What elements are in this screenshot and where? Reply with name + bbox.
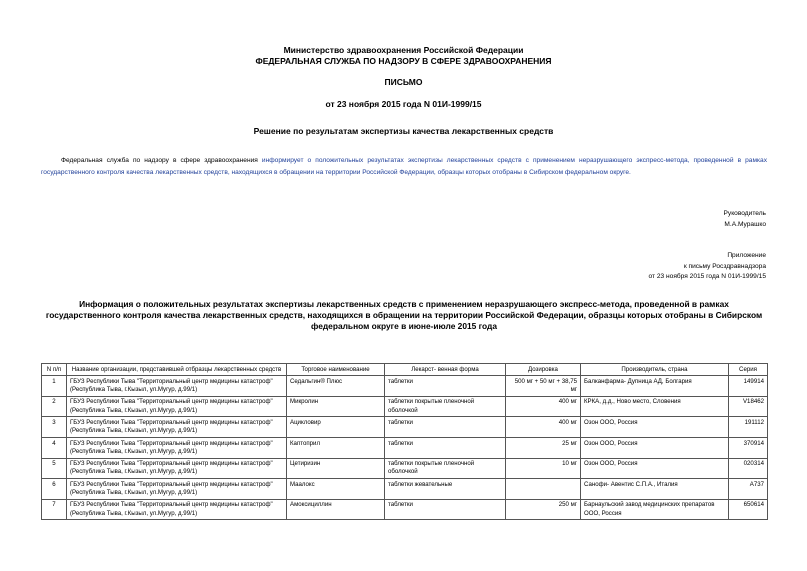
cell-series: 020314 bbox=[729, 458, 768, 479]
cell-trade-name: Амоксициллин bbox=[287, 499, 385, 520]
cell-series: 650614 bbox=[729, 499, 768, 520]
service-name: ФЕДЕРАЛЬНАЯ СЛУЖБА ПО НАДЗОРУ В СФЕРЕ ЗДРАВООХРАНЕНИЯ bbox=[255, 56, 552, 66]
cell-series: 370914 bbox=[729, 438, 768, 459]
cell-dosage-form: таблетки bbox=[385, 376, 506, 397]
cell-series: A737 bbox=[729, 479, 768, 500]
cell-organization: ГБУЗ Республики Тыва "Территориальный центр медицины катастроф" (Республика Тыва, г.Кызыл, ул.Мугур, д.99/1) bbox=[67, 458, 287, 479]
table-row bbox=[42, 376, 768, 397]
cell-number: 5 bbox=[42, 458, 67, 479]
cell-trade-name: Цетиризин bbox=[287, 458, 385, 479]
cell-number: 4 bbox=[42, 438, 67, 459]
cell-trade-name: Седальгин® Плюс bbox=[287, 376, 385, 397]
cell-trade-name: Ацикловир bbox=[287, 417, 385, 438]
signature-position: Руководитель bbox=[723, 210, 766, 217]
cell-manufacturer: Барнаульский завод медицинских препаратов ООО, Россия bbox=[581, 499, 729, 520]
table-row bbox=[42, 417, 768, 438]
cell-manufacturer: КРКА, д.д., Ново место, Словения bbox=[581, 396, 729, 417]
cell-dosage: 250 мг bbox=[506, 499, 581, 520]
appendix-ref: к письму Росздравнадзора bbox=[683, 262, 766, 270]
ministry-name: Министерство здравоохранения Российской Федерации bbox=[283, 45, 524, 55]
cell-dosage bbox=[506, 479, 581, 500]
cell-organization: ГБУЗ Республики Тыва "Территориальный центр медицины катастроф" (Республика Тыва, г.Кызыл, ул.Мугур, д.99/1) bbox=[67, 396, 287, 417]
cell-dosage-form: таблетки покрытые пленочной оболочкой bbox=[385, 458, 506, 479]
document-date: от 23 ноября 2015 года N 01И-1999/15 bbox=[325, 99, 482, 109]
cell-number: 2 bbox=[42, 396, 67, 417]
table-row bbox=[42, 499, 768, 520]
cell-number: 1 bbox=[42, 376, 67, 397]
table-header-row bbox=[42, 364, 768, 376]
cell-dosage: 500 мг + 50 мг + 38,75 мг bbox=[506, 376, 581, 397]
cell-organization: ГБУЗ Республики Тыва "Территориальный центр медицины катастроф" (Республика Тыва, г.Кызыл, ул.Мугур, д.99/1) bbox=[67, 376, 287, 397]
column-header: Торговое наименование bbox=[287, 364, 385, 376]
cell-number: 3 bbox=[42, 417, 67, 438]
cell-number: 6 bbox=[42, 479, 67, 500]
cell-trade-name: Микролин bbox=[287, 396, 385, 417]
cell-dosage: 400 мг bbox=[506, 396, 581, 417]
document-subject: Решение по результатам экспертизы качества лекарственных средств bbox=[253, 126, 554, 136]
signature-block bbox=[724, 209, 766, 230]
cell-manufacturer: Озон ООО, Россия bbox=[581, 417, 729, 438]
cell-trade-name: Каптоприл bbox=[287, 438, 385, 459]
column-header: Производитель, страна bbox=[581, 364, 729, 376]
cell-dosage-form: таблетки bbox=[385, 417, 506, 438]
cell-organization: ГБУЗ Республики Тыва "Территориальный центр медицины катастроф" (Республика Тыва, г.Кызыл, ул.Мугур, д.99/1) bbox=[67, 499, 287, 520]
cell-manufacturer: Санофи- Авентис С.П.А., Италия bbox=[581, 479, 729, 500]
cell-dosage: 400 мг bbox=[506, 417, 581, 438]
intro-paragraph bbox=[41, 155, 767, 178]
table-row bbox=[42, 458, 768, 479]
cell-manufacturer: Озон ООО, Россия bbox=[581, 438, 729, 459]
table-row bbox=[42, 396, 768, 417]
info-title: Информация о положительных результатах экспертизы лекарственных средств с применением неразрушающего экспресс-метода, проведенной в рамках государственного контроля качества лекарственных средств, находящихся в обращении на территории Российской Федерации, образцы которых отобраны в Сибирском федеральном округе в июне-июле 2015 года bbox=[45, 299, 763, 331]
column-header: Лекарст- венная форма bbox=[385, 364, 506, 376]
cell-series: V18462 bbox=[729, 396, 768, 417]
table-row bbox=[42, 479, 768, 500]
cell-series: 191112 bbox=[729, 417, 768, 438]
results-table bbox=[41, 363, 768, 520]
signature-name: М.А.Мурашко bbox=[724, 220, 766, 228]
cell-dosage: 25 мг bbox=[506, 438, 581, 459]
cell-dosage-form: таблетки жевательные bbox=[385, 479, 506, 500]
intro-lead: Федеральная служба по надзору в сфере здравоохранения bbox=[61, 157, 258, 164]
cell-dosage-form: таблетки bbox=[385, 438, 506, 459]
cell-manufacturer: Озон ООО, Россия bbox=[581, 458, 729, 479]
cell-number: 7 bbox=[42, 499, 67, 520]
document-type: ПИСЬМО bbox=[384, 77, 423, 87]
cell-dosage-form: таблетки bbox=[385, 499, 506, 520]
column-header: Дозировка bbox=[506, 364, 581, 376]
cell-dosage-form: таблетки покрытые пленочной оболочкой bbox=[385, 396, 506, 417]
appendix-label: Приложение bbox=[727, 252, 766, 259]
column-header: Название организации, представившей отбразцы лекарственных средств bbox=[67, 364, 287, 376]
column-header: Серия bbox=[729, 364, 768, 376]
cell-organization: ГБУЗ Республики Тыва "Территориальный центр медицины катастроф" (Республика Тыва, г.Кызыл, ул.Мугур, д.99/1) bbox=[67, 479, 287, 500]
cell-organization: ГБУЗ Республики Тыва "Территориальный центр медицины катастроф" (Республика Тыва, г.Кызыл, ул.Мугур, д.99/1) bbox=[67, 417, 287, 438]
appendix-block bbox=[648, 251, 766, 283]
cell-manufacturer: Балканфарма- Дупница АД, Болгария bbox=[581, 376, 729, 397]
cell-organization: ГБУЗ Республики Тыва "Территориальный центр медицины катастроф" (Республика Тыва, г.Кызыл, ул.Мугур, д.99/1) bbox=[67, 438, 287, 459]
appendix-date: от 23 ноября 2015 года N 01И-1999/15 bbox=[648, 273, 766, 280]
column-header: N п/п bbox=[42, 364, 67, 376]
cell-series: 149914 bbox=[729, 376, 768, 397]
intro-body: информирует о положительных результатах экспертизы лекарственных средств с применением неразрушающего экспресс-метода, проведенной в рамках государственного контроля качества лекарственных средств, находящихся в обращении на территории Российской Федерации, образцы которых отобраны в Сибирском федеральном округе. bbox=[41, 157, 767, 176]
cell-dosage: 10 мг bbox=[506, 458, 581, 479]
table-row bbox=[42, 438, 768, 459]
cell-trade-name: Маалокс bbox=[287, 479, 385, 500]
